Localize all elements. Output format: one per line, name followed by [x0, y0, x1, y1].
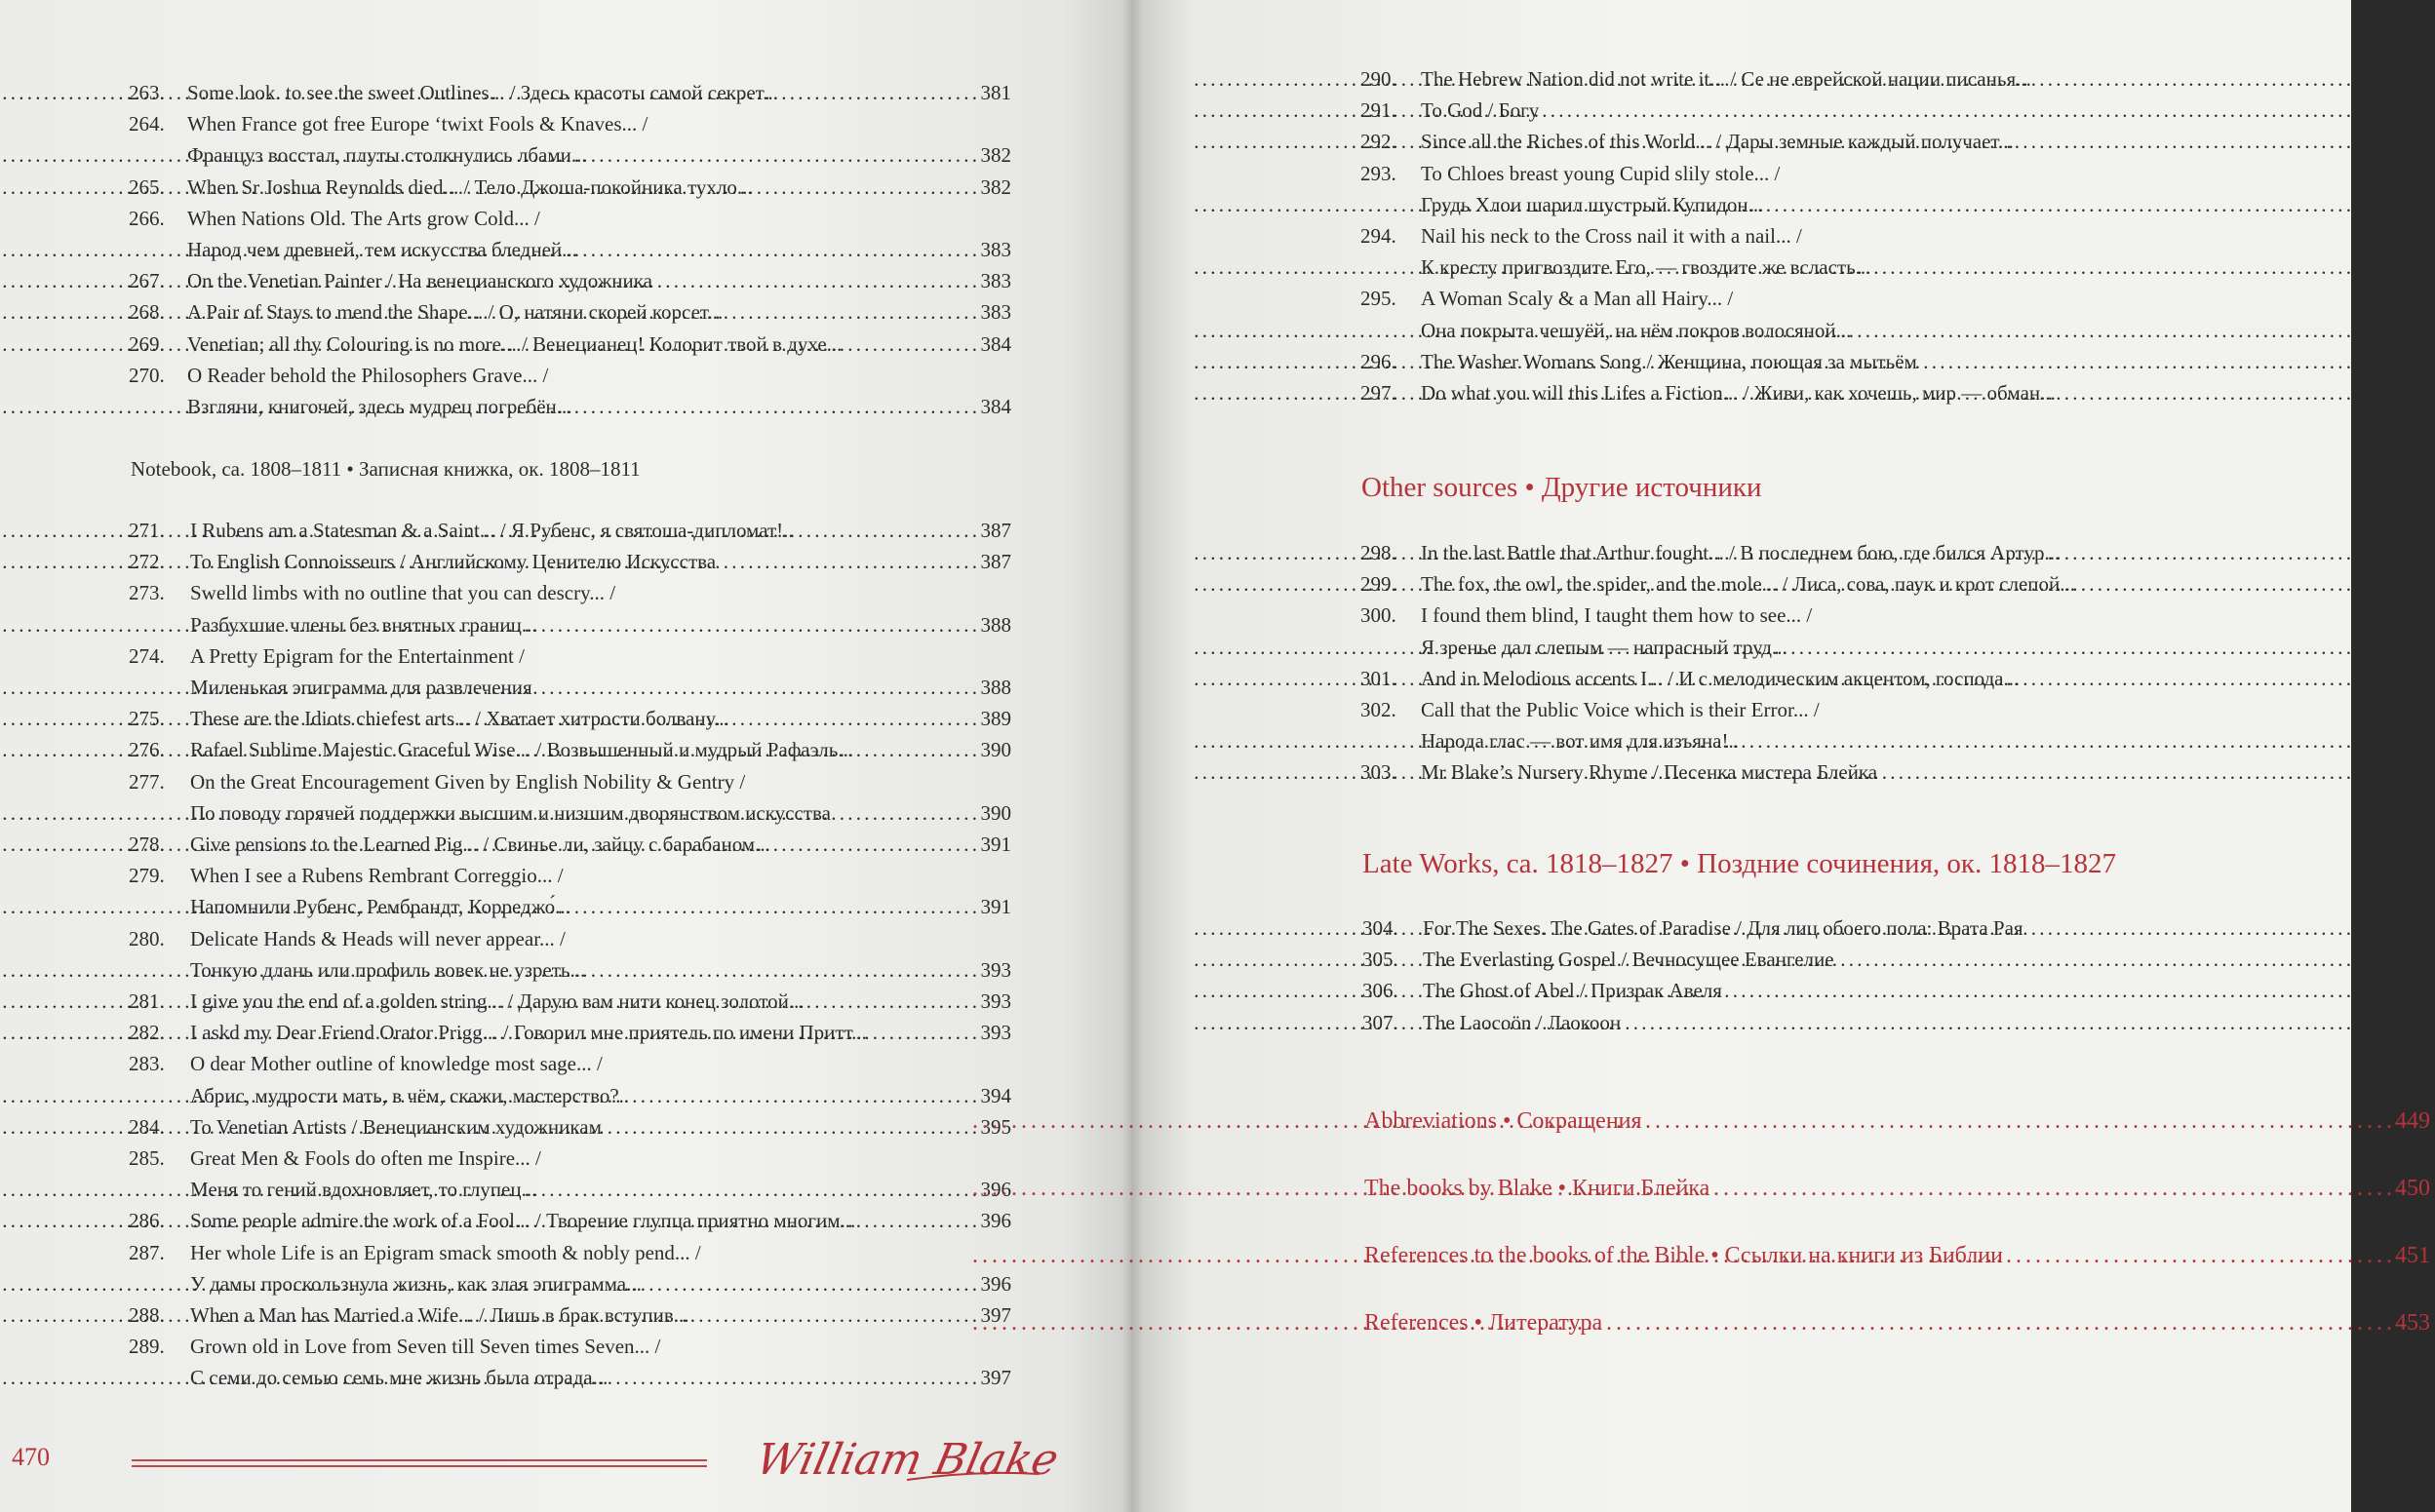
page-number: 398 [2404, 130, 2435, 154]
entry-title: To Chloes breast young Cupid slily stole... / [1421, 161, 1781, 185]
footer-rule-top [132, 1459, 707, 1461]
entry-title: Француз восстал, плуты столкнулись лбами... [187, 143, 587, 168]
left-page [0, 0, 1131, 1512]
entry-title: To God / Богу [1421, 98, 1540, 123]
page-number: 397 [2404, 67, 2435, 91]
entry-title: Грудь Хлои шарил шустрый Купидон... [1421, 192, 1764, 216]
entry-number: 266. [129, 206, 165, 230]
entry-title: Great Men & Fools do often me Inspire... / [190, 1146, 541, 1170]
page-number: 400 [2404, 381, 2435, 405]
toc-entry-line [1362, 913, 2435, 943]
back-matter-entry [1364, 1105, 2430, 1138]
entry-title: A Woman Scaly & a Man all Hairy... / [1421, 287, 1734, 311]
entry-title: I askd my Dear Friend Orator Prigg... / Говорил мне приятель по имени Притт... [190, 1021, 867, 1045]
dot-leader [1717, 1172, 2391, 1205]
dot-leader [1547, 96, 2400, 125]
dot-leader [812, 987, 976, 1016]
entry-number: 280. [129, 926, 165, 950]
entry-number: 274. [129, 643, 165, 668]
dot-leader [649, 1269, 976, 1299]
dot-leader [761, 173, 976, 202]
page-number: 404 [2404, 635, 2435, 659]
entry-title: The Washer Womans Song / Женщина, поющая за мытьём [1421, 349, 1917, 373]
page-number: 399 [2404, 192, 2435, 216]
section-heading-notebook: Notebook, ca. 1808–1811 • Записная книжка, ок. 1808–1811 [131, 457, 641, 481]
page-number: 388 [980, 676, 1011, 699]
dot-leader [660, 266, 976, 295]
page-number: 382 [980, 174, 1011, 199]
entry-title: Rafael Sublime Majestic Graceful Wise... / Возвышенный и мудрый Рафаэль... [190, 738, 854, 762]
toc-entry-line [129, 1332, 1011, 1361]
page-number: 381 [980, 81, 1011, 104]
entry-title: For The Sexes. The Gates of Paradise / Для лиц обоего пола: Врата Рая [1423, 916, 2023, 940]
toc-entry-line [129, 78, 1011, 107]
toc-entry-line [129, 204, 1011, 233]
dot-leader [595, 140, 976, 170]
page-number: 393 [980, 957, 1011, 982]
toc-entry-line [129, 173, 1011, 202]
entry-number: 270. [129, 363, 165, 387]
entry-title: Взгляни, книгочей, здесь мудрец погребён... [187, 395, 572, 418]
entry-title: Она покрыта чешуёй, на нём покров волосяной... [1421, 318, 1852, 342]
entry-title: Her whole Life is an Epigram smack smooth & nobly pend... / [190, 1240, 701, 1264]
entry-number: 306. [1362, 979, 1398, 1003]
toc-entry-line [1360, 695, 2435, 724]
entry-title: The Laocoön / Лаокоон [1423, 1010, 1622, 1034]
page-number: 451 [2395, 1243, 2430, 1268]
dot-leader [615, 1363, 976, 1392]
entry-title: Call that the Public Voice which is their Error... / [1421, 698, 1820, 721]
entry-title: У дамы проскользнула жизнь, как злая эпиграмма... [190, 1271, 642, 1296]
entry-number: 276. [129, 738, 165, 762]
dot-leader [875, 1018, 976, 1047]
dot-leader [849, 330, 976, 359]
page-number: 395 [980, 1114, 1011, 1139]
toc-entry-line [129, 1269, 1011, 1299]
toc-entry-line [1360, 127, 2435, 156]
entry-title: Народа глас — вот имя для изъяна!.. [1421, 729, 1739, 754]
dot-leader [609, 1112, 976, 1142]
toc-entry-line [1360, 538, 2435, 567]
entry-title: When Nations Old. The Arts grow Cold... / [187, 206, 540, 230]
entry-title: К кресту пригвоздите Его, — гвоздите же всласть... [1421, 255, 1871, 280]
toc-entry-line [129, 266, 1011, 295]
page-number: 450 [2395, 1176, 2430, 1201]
toc-entry-line [1360, 64, 2435, 94]
dot-leader [2026, 664, 2400, 693]
dot-leader [545, 610, 976, 640]
entry-number: 285. [129, 1146, 165, 1170]
toc-entry-line [129, 830, 1011, 859]
entry-title: Я зренье дал слепым — напрасный труд... [1421, 635, 1787, 659]
page-number: 387 [980, 519, 1011, 542]
page-number: 393 [980, 1021, 1011, 1045]
entry-title: Do what you will this Lifes a Fiction... / Живи, как хочешь, мир — обман... [1421, 381, 2056, 405]
entry-title: I found them blind, I taught them how to see... / [1421, 603, 1813, 628]
entry-title: On the Venetian Painter / На венецианского художника [187, 269, 652, 293]
page-number: 397 [980, 1366, 1011, 1390]
page-number: 390 [980, 738, 1011, 762]
dot-leader [637, 1081, 976, 1110]
dot-leader [1842, 945, 2400, 974]
entry-title: Миленькая эпиграмма для развлечения [190, 676, 532, 699]
footer-rule-bottom [132, 1465, 707, 1467]
page-number: 404 [2404, 729, 2435, 754]
back-matter-label: Abbreviations • Сокращения [1364, 1108, 1642, 1134]
entry-title: Разбухшие члены без внятных границ... [190, 612, 537, 637]
toc-entry-line [1362, 945, 2435, 974]
entry-number: 272. [129, 550, 165, 574]
toc-entry-line [129, 704, 1011, 733]
page-number: 394 [980, 1083, 1011, 1107]
entry-number: 298. [1360, 541, 1396, 564]
entry-title: On the Great Encouragement Given by English Nobility & Gentry / [190, 769, 746, 794]
toc-entry-line [1360, 378, 2435, 407]
toc-entry-line [1360, 347, 2435, 376]
toc-entry-line [1360, 252, 2435, 282]
dot-leader [585, 235, 976, 264]
toc-entry-line [129, 330, 1011, 359]
toc-entry-line [129, 1018, 1011, 1047]
page-number: 409 [2404, 916, 2435, 940]
entry-title: Give pensions to the Learned Pig... / Свинье ли, зайцу с барабаном... [190, 833, 770, 856]
page-number: 397 [980, 1303, 1011, 1327]
dot-leader [2022, 127, 2400, 156]
entry-title: A Pretty Epigram for the Entertainment / [190, 643, 525, 668]
entry-number: 271. [129, 519, 165, 542]
entry-number: 279. [129, 864, 165, 888]
toc-entry-line [129, 924, 1011, 953]
dot-leader [580, 392, 976, 421]
section-heading-other-sources: Other sources • Другие источники [1361, 472, 1762, 503]
page-number: 396 [980, 1209, 1011, 1233]
toc-entry-line [129, 673, 1011, 702]
book-gutter [1121, 0, 1143, 1512]
entry-title: Народ чем древней, тем искусства бледней... [187, 238, 577, 261]
toc-entry-line [129, 641, 1011, 671]
dot-leader [1629, 1008, 2400, 1037]
entry-title: The Everlasting Gospel / Вечносущее Евангелие [1423, 948, 1834, 972]
dot-leader [540, 673, 976, 702]
toc-entry-line [129, 516, 1011, 545]
page-number: 391 [980, 833, 1011, 856]
entry-number: 286. [129, 1209, 165, 1233]
page-number: 400 [2404, 349, 2435, 373]
entry-title: По поводу горячей поддержки высшим и низшим дворянством искусства [190, 800, 831, 825]
entry-title: O dear Mother outline of knowledge most sage... / [190, 1052, 603, 1076]
entry-number: 291. [1360, 98, 1396, 123]
dot-leader [544, 1175, 976, 1204]
entry-number: 293. [1360, 161, 1396, 185]
entry-title: The Hebrew Nation did not write it... / Се не еврейской нации писанья... [1421, 67, 2031, 91]
entry-number: 290. [1360, 67, 1396, 91]
toc-entry-line [1360, 284, 2435, 313]
page-number: 403 [2404, 541, 2435, 564]
entry-number: 265. [129, 174, 165, 199]
entry-number: 294. [1360, 224, 1396, 248]
toc-entry-line [129, 767, 1011, 796]
page-number: 396 [980, 1271, 1011, 1296]
entry-number: 268. [129, 300, 165, 325]
toc-entry-line [1360, 569, 2435, 599]
toc-entry-line [129, 297, 1011, 327]
toc-entry-line [129, 1144, 1011, 1173]
dot-leader [863, 1206, 976, 1235]
entry-title: Some look. to see the sweet Outlines... / Здесь красоты самой секрет... [187, 81, 779, 104]
page-number: 434 [2404, 979, 2435, 1003]
dot-leader [1885, 757, 2400, 787]
page-number: 391 [980, 895, 1011, 919]
toc-entry-line [1360, 316, 2435, 345]
entry-number: 264. [129, 112, 165, 136]
toc-entry-line [1360, 757, 2435, 787]
entry-number: 288. [129, 1303, 165, 1327]
entry-number: 305. [1362, 948, 1398, 972]
entry-number: 300. [1360, 603, 1396, 628]
page-number: 388 [980, 612, 1011, 637]
entry-number: 307. [1362, 1010, 1398, 1034]
toc-entry-line [129, 610, 1011, 640]
entry-number: 302. [1360, 698, 1396, 721]
dot-leader [2083, 569, 2400, 599]
entry-number: 299. [1360, 572, 1396, 597]
entry-title: I give you the end of a golden string... / Дарую вам нити конец золотой... [190, 989, 805, 1013]
page-number: 405 [2404, 760, 2435, 785]
page-number: 449 [2395, 1108, 2430, 1134]
toc-entry-line [129, 1206, 1011, 1235]
dot-leader [1650, 1105, 2391, 1138]
dot-leader [802, 516, 976, 545]
toc-entry-line [129, 109, 1011, 138]
dot-leader [2039, 64, 2400, 94]
entry-number: 284. [129, 1114, 165, 1139]
page-number: 382 [980, 143, 1011, 168]
page-number: 393 [980, 989, 1011, 1013]
entry-title: When Sr Joshua Reynolds died... / Тело Джоша-покойника тухло... [187, 174, 753, 199]
toc-entry-line [129, 361, 1011, 390]
entry-title: The Ghost of Abel / Призрак Авеля [1423, 979, 1722, 1003]
toc-entry-line [129, 1112, 1011, 1142]
entry-title: Swelld limbs with no outline that you can descry... / [190, 581, 616, 605]
entry-number: 301. [1360, 666, 1396, 690]
page-number: 383 [980, 238, 1011, 261]
toc-entry-line [1360, 159, 2435, 188]
dot-leader [2063, 378, 2400, 407]
toc-entry-line [1360, 96, 2435, 125]
entry-title: Напомнили Рубенс, Рембрандт, Корреджо́... [190, 895, 570, 919]
entry-number: 278. [129, 833, 165, 856]
entry-title: O Reader behold the Philosophers Grave... / [187, 363, 549, 387]
toc-entry-line [129, 578, 1011, 607]
toc-entry-line [129, 547, 1011, 576]
entry-title: The fox, the owl, the spider, and the mole... / Лиса, сова, паук и крот слепой... [1421, 572, 2076, 597]
toc-entry-line [1360, 726, 2435, 756]
page-number: 384 [980, 395, 1011, 418]
dot-leader [724, 547, 976, 576]
back-matter-label: The books by Blake • Книги Блейка [1364, 1176, 1710, 1201]
entry-title: Some people admire the work of a Fool... / Творение глупца приятно многим... [190, 1209, 856, 1233]
toc-entry-line [129, 955, 1011, 985]
dot-leader [786, 78, 976, 107]
dot-leader [1925, 347, 2400, 376]
entry-number: 263. [129, 81, 165, 104]
entry-number: 292. [1360, 130, 1396, 154]
entry-number: 303. [1360, 760, 1396, 785]
page-number: 389 [980, 707, 1011, 731]
toc-entry-line [1360, 601, 2435, 630]
dot-leader [1771, 190, 2400, 219]
entry-title: С семи до семью семь мне жизнь была отрада... [190, 1366, 609, 1390]
toc-entry-line [129, 798, 1011, 828]
entry-number: 287. [129, 1240, 165, 1264]
entry-number: 281. [129, 989, 165, 1013]
toc-entry-line [129, 1363, 1011, 1392]
back-matter-entry [1364, 1306, 2430, 1339]
entry-number: 283. [129, 1052, 165, 1076]
back-matter-entry [1364, 1239, 2430, 1272]
entry-number: 296. [1360, 349, 1396, 373]
dot-leader [1747, 726, 2400, 756]
entry-title: To Venetian Artists / Венецианским художникам [190, 1114, 602, 1139]
toc-entry-line [129, 1049, 1011, 1078]
dot-leader [1795, 633, 2400, 662]
entry-number: 277. [129, 769, 165, 794]
section-heading-late-works: Late Works, ca. 1818–1827 • Поздние сочинения, ок. 1818–1827 [1362, 848, 2117, 879]
toc-entry-line [129, 140, 1011, 170]
entry-number: 304. [1362, 916, 1398, 940]
entry-title: Тонкую длань или профиль вовек не узреть... [190, 957, 586, 982]
toc-entry-line [1360, 664, 2435, 693]
entry-title: And in Melodious accents I... / И с мелодическим акцентом, господа... [1421, 666, 2020, 690]
toc-entry-line [129, 1300, 1011, 1330]
entry-title: I Rubens am a Statesman & a Saint... / Я Рубенс, я святоша-дипломат!.. [190, 519, 794, 542]
toc-entry-line [1360, 190, 2435, 219]
page-number: 403 [2404, 572, 2435, 597]
svg-text:William Blake: William Blake [752, 1435, 1063, 1485]
toc-entry-line [129, 987, 1011, 1016]
entry-number: 282. [129, 1021, 165, 1045]
page-number: 383 [980, 269, 1011, 293]
toc-entry-line [129, 392, 1011, 421]
page-number: 387 [980, 550, 1011, 574]
entry-number: 267. [129, 269, 165, 293]
page-number: 453 [2395, 1310, 2430, 1336]
toc-entry-line [1362, 976, 2435, 1005]
entry-number: 275. [129, 707, 165, 731]
toc-entry-line [129, 735, 1011, 764]
page-number: 383 [980, 300, 1011, 325]
toc-entry-line [1360, 221, 2435, 251]
dot-leader [1730, 976, 2400, 1005]
entry-title: When a Man has Married a Wife... / Лишь в брак вступив... [190, 1303, 689, 1327]
entry-number: 289. [129, 1335, 165, 1359]
back-matter-entry [1364, 1172, 2430, 1205]
entry-title: To English Connoisseurs / Английскому Ценителю Искусства [190, 550, 717, 574]
right-page [1131, 0, 2435, 1512]
entry-number: 273. [129, 581, 165, 605]
dot-leader [1878, 252, 2400, 282]
page-folio: 470 [12, 1443, 50, 1471]
page-number: 396 [980, 1178, 1011, 1202]
page-number: 390 [980, 800, 1011, 825]
entry-title: Grown old in Love from Seven till Seven times Seven... / [190, 1335, 661, 1359]
page-number: 443 [2404, 1010, 2435, 1034]
toc-entry-line [1362, 1008, 2435, 1037]
entry-number: 297. [1360, 381, 1396, 405]
dot-leader [2031, 913, 2400, 943]
toc-entry-line [129, 861, 1011, 890]
toc-entry-line [129, 235, 1011, 264]
back-matter-label: References to the books of the Bible • Ссылки на книги из Библии [1364, 1243, 2003, 1268]
entry-title: These are the Idiots chiefest arts... / Хватает хитрости болвану... [190, 707, 729, 731]
dot-leader [1859, 316, 2400, 345]
dot-leader [697, 1300, 976, 1330]
entry-title: Venetian; all thy Colouring is no more... / Венецианец! Колорит твой в духе... [187, 331, 843, 356]
dot-leader [778, 830, 976, 859]
entry-number: 269. [129, 331, 165, 356]
dot-leader [730, 297, 976, 327]
page-number: 384 [980, 331, 1011, 356]
toc-entry-line [129, 1081, 1011, 1110]
entry-title: A Pair of Stays to mend the Shape... / О, натяни скорей корсет... [187, 300, 724, 325]
entry-title: When I see a Rubens Rembrant Correggio... / [190, 864, 564, 888]
page-number: 404 [2404, 666, 2435, 690]
toc-entry-line [129, 892, 1011, 921]
william-blake-signature [752, 1425, 1063, 1493]
dot-leader [861, 735, 976, 764]
entry-title: Меня то гений вдохновляет, то глупец... [190, 1178, 537, 1202]
entry-number: 295. [1360, 287, 1396, 311]
dot-leader [2011, 1239, 2391, 1272]
dot-leader [1610, 1306, 2391, 1339]
entry-title: When France got free Europe ‘twixt Fools & Knaves... / [187, 112, 648, 136]
dot-leader [2067, 538, 2400, 567]
toc-entry-line [129, 1175, 1011, 1204]
page-number: 399 [2404, 318, 2435, 342]
page-number: 399 [2404, 255, 2435, 280]
dot-leader [578, 892, 976, 921]
toc-entry-line [1360, 633, 2435, 662]
page-number: 417 [2404, 948, 2435, 972]
toc-entry-line [129, 1238, 1011, 1267]
entry-title: Nail his neck to the Cross nail it with a nail... / [1421, 224, 1802, 248]
entry-title: Delicate Hands & Heads will never appear... / [190, 926, 566, 950]
entry-title: Since all the Riches of this World... / Дары земные каждый получает... [1421, 130, 2014, 154]
entry-title: Mr Blake’s Nursery Rhyme / Песенка мистера Блейка [1421, 760, 1878, 785]
dot-leader [839, 798, 976, 828]
back-matter-label: References • Литература [1364, 1310, 1603, 1336]
entry-title: In the last Battle that Arthur fought... / В последнем бою, где бился Артур... [1421, 541, 2061, 564]
page-number: 398 [2404, 98, 2435, 123]
dot-leader [737, 704, 976, 733]
dot-leader [593, 955, 976, 985]
entry-title: Абрис, мудрости мать, в чём, скажи, мастерство?.. [190, 1083, 630, 1107]
